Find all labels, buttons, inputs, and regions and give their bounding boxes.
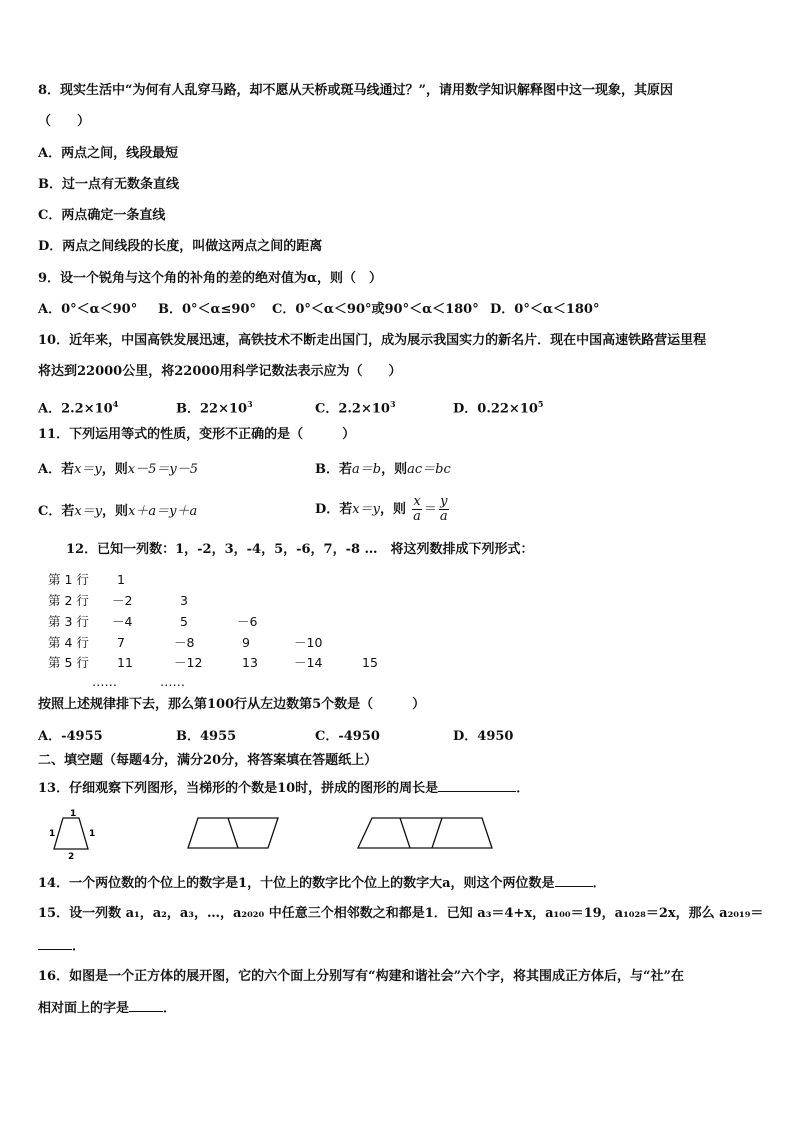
q16-stem: 16．如图是一个正方体的展开图，它的六个面上分别写有“构建和谐社会”六个字，将其围成正方体后，与“社”在 <box>38 969 685 984</box>
q12-cell: －12 <box>174 655 203 670</box>
q12-stem: 12．已知一列数：1，-2，3，-4，5，-6，7，-8 … 将这列数排成下列形式： <box>66 542 534 557</box>
q15-answer-blank[interactable] <box>38 937 72 950</box>
q12-row-label-1: 第 1 行 <box>48 572 89 587</box>
q12-cell: 13 <box>242 655 258 670</box>
q12-row-label-3: 第 3 行 <box>48 614 89 629</box>
q12-cell: 5 <box>180 614 188 629</box>
q12-ellipsis: …… <box>92 674 117 689</box>
trapezoid-label-top: 1 <box>70 809 77 819</box>
q9-stem: 9．设一个锐角与这个角的补角的差的绝对值为α，则（ ） <box>38 271 383 286</box>
q11-option-b: B．若a＝b，则ac＝bc <box>315 462 451 477</box>
q13-stem: 13．仔细观察下列图形，当梯形的个数是10时，拼成的图形的周长是 ． <box>38 781 530 796</box>
q15-stem: 15．设一列数 a₁，a₂，a₃，…，a₂₀₂₀ 中任意三个相邻数之和都是1．已知 a₃＝4+x，a₁₀₀＝19，a₁₀₂₈＝2x，那么 a₂₀₁₉＝ <box>38 906 764 921</box>
fraction-y-over-a: $\frac{y}{a}$ <box>439 494 448 524</box>
q12-question: 按照上述规律排下去，那么第100行从左边数第5个数是（ ） <box>38 697 426 712</box>
q8-paren: （ ） <box>38 114 91 129</box>
q12-option-a: A．-4955 <box>38 729 103 744</box>
q8-stem: 8．现实生活中“为何有人乱穿马路，却不愿从天桥或斑马线通过？”，请用数学知识解释图中这一现象，其原因 <box>38 83 674 98</box>
q13-answer-blank[interactable] <box>438 779 516 792</box>
q10-stem-line2: 将达到22000公里，将22000用科学记数法表示应为（ ） <box>38 364 402 379</box>
q11-option-a: A．若x＝y，则x－5＝y－5 <box>38 462 199 477</box>
q12-cell: －14 <box>294 655 323 670</box>
q11-option-c: C．若x＝y，则x＋a＝y＋a <box>38 504 198 519</box>
q10-option-d: D．$0.22\times 10^5$ <box>453 399 544 417</box>
q12-option-d: D．4950 <box>453 729 514 744</box>
q12-row-label-2: 第 2 行 <box>48 593 89 608</box>
q12-cell: 3 <box>180 593 188 608</box>
q12-cell: 7 <box>117 635 125 650</box>
trapezoid-figure-3 <box>354 815 504 855</box>
q9-option-c: C．0°＜α＜90°或90°＜α＜180° <box>272 302 479 317</box>
q8-option-d: D．两点之间线段的长度，叫做这两点之间的距离 <box>38 239 323 254</box>
q12-cell: －8 <box>174 635 195 650</box>
q14-stem: 14．一个两位数的个位上的数字是1，十位上的数字比个位上的数字大a，则这个两位数是 ． <box>38 876 606 891</box>
q10-stem-line1: 10．近年来，中国高铁发展迅速，高铁技术不断走出国门，成为展示我国实力的新名片．现在中国高速铁路营运里程 <box>38 333 707 348</box>
q12-row-label-4: 第 4 行 <box>48 635 89 650</box>
q12-cell: 9 <box>242 635 250 650</box>
q12-option-b: B．4955 <box>176 729 237 744</box>
q9-option-d: D．0°＜α＜180° <box>490 302 600 317</box>
fraction-x-over-a: $\frac{x}{a}$ <box>413 494 421 524</box>
q12-cell: 11 <box>117 655 133 670</box>
trapezoid-label-bottom: 2 <box>68 852 75 860</box>
trapezoid-label-right: 1 <box>89 829 96 839</box>
q12-cell: －10 <box>294 635 323 650</box>
q8-option-b: B．过一点有无数条直线 <box>38 177 179 192</box>
trapezoid-figure-2 <box>184 815 294 855</box>
trapezoid-label-left: 1 <box>49 829 56 839</box>
q10-option-b: B．$22\times 10^3$ <box>176 399 253 417</box>
q16-answer-blank[interactable] <box>129 999 163 1012</box>
q12-cell: －2 <box>112 593 133 608</box>
q9-option-a: A．0°＜α＜90° <box>38 302 138 317</box>
q12-row-label-5: 第 5 行 <box>48 655 89 670</box>
q12-cell: 1 <box>117 572 125 587</box>
q12-cell: －6 <box>237 614 258 629</box>
q11-stem: 11．下列运用等式的性质，变形不正确的是（ ） <box>38 427 356 442</box>
q12-cell: －4 <box>112 614 133 629</box>
trapezoid-figure-1 <box>46 808 116 860</box>
q14-answer-blank[interactable] <box>555 874 593 887</box>
section-heading: 二、填空题（每题4分，满分20分，将答案填在答题纸上） <box>38 753 378 768</box>
q11-option-d: D．若x＝y，则 $\frac{x}{a}$ ＝ $\frac{y}{a}$ <box>315 494 448 524</box>
q15-line2: ． <box>38 937 85 956</box>
q16-line2: 相对面上的字是 ． <box>38 1001 177 1016</box>
q12-option-c: C．-4950 <box>315 729 380 744</box>
q12-cell: 15 <box>362 655 378 670</box>
q10-option-c: C．$2.2\times 10^3$ <box>315 399 396 417</box>
q9-option-b: B．0°＜α≤90° <box>158 302 257 317</box>
q8-option-a: A．两点之间，线段最短 <box>38 146 179 161</box>
q12-ellipsis: …… <box>160 674 185 689</box>
q10-option-a: A．$2.2\times 10^4$ <box>38 399 119 417</box>
q8-option-c: C．两点确定一条直线 <box>38 208 166 223</box>
